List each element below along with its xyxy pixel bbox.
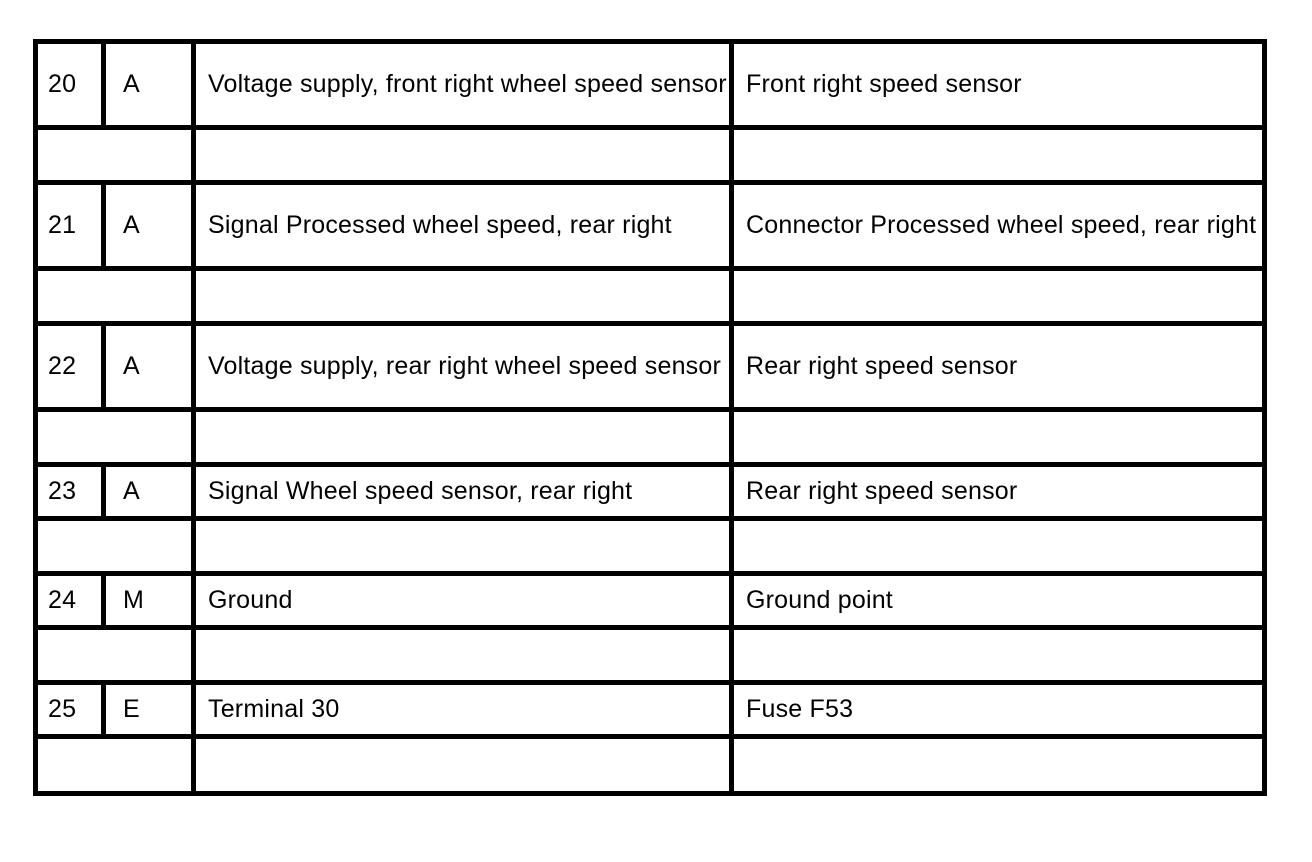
table-row <box>36 574 1265 628</box>
pin-function: Voltage supply, rear right wheel speed sensor <box>194 324 732 410</box>
pin-function: Signal Processed wheel speed, rear right <box>194 183 732 269</box>
pin-number: 23 <box>36 465 104 519</box>
table-spacer-row <box>36 628 1265 683</box>
pin-function: Signal Wheel speed sensor, rear right <box>194 465 732 519</box>
empty-cell <box>732 519 1265 574</box>
empty-cell <box>194 269 732 324</box>
table-row <box>36 42 1265 128</box>
empty-cell <box>36 128 194 183</box>
pin-number: 25 <box>36 683 104 737</box>
empty-cell <box>732 410 1265 465</box>
empty-cell <box>36 410 194 465</box>
pin-function: Voltage supply, front right wheel speed sensor <box>194 42 732 128</box>
empty-cell <box>36 628 194 683</box>
empty-cell <box>732 628 1265 683</box>
empty-cell <box>732 269 1265 324</box>
table-spacer-row <box>36 737 1265 794</box>
pin-connection: Rear right speed sensor <box>732 324 1265 410</box>
pin-connection: Rear right speed sensor <box>732 465 1265 519</box>
pin-connection: Fuse F53 <box>732 683 1265 737</box>
empty-cell <box>194 410 732 465</box>
table-row <box>36 465 1265 519</box>
table-spacer-row <box>36 269 1265 324</box>
pin-connection: Front right speed sensor <box>732 42 1265 128</box>
empty-cell <box>732 128 1265 183</box>
signal-type: A <box>104 324 194 410</box>
table-row <box>36 683 1265 737</box>
table-row <box>36 183 1265 269</box>
empty-cell <box>194 628 732 683</box>
signal-type: A <box>104 183 194 269</box>
signal-type: E <box>104 683 194 737</box>
empty-cell <box>732 737 1265 794</box>
empty-cell <box>194 737 732 794</box>
pin-number: 24 <box>36 574 104 628</box>
empty-cell <box>36 737 194 794</box>
signal-type: A <box>104 42 194 128</box>
empty-cell <box>194 128 732 183</box>
pin-assignment-table <box>33 39 1267 796</box>
pin-number: 21 <box>36 183 104 269</box>
signal-type: M <box>104 574 194 628</box>
table-spacer-row <box>36 410 1265 465</box>
table-spacer-row <box>36 128 1265 183</box>
signal-type: A <box>104 465 194 519</box>
pin-number: 22 <box>36 324 104 410</box>
table-row <box>36 324 1265 410</box>
table-spacer-row <box>36 519 1265 574</box>
empty-cell <box>194 519 732 574</box>
empty-cell <box>36 519 194 574</box>
empty-cell <box>36 269 194 324</box>
pin-number: 20 <box>36 42 104 128</box>
pin-connection: Connector Processed wheel speed, rear right <box>732 183 1265 269</box>
pin-function: Terminal 30 <box>194 683 732 737</box>
pin-connection: Ground point <box>732 574 1265 628</box>
pin-function: Ground <box>194 574 732 628</box>
